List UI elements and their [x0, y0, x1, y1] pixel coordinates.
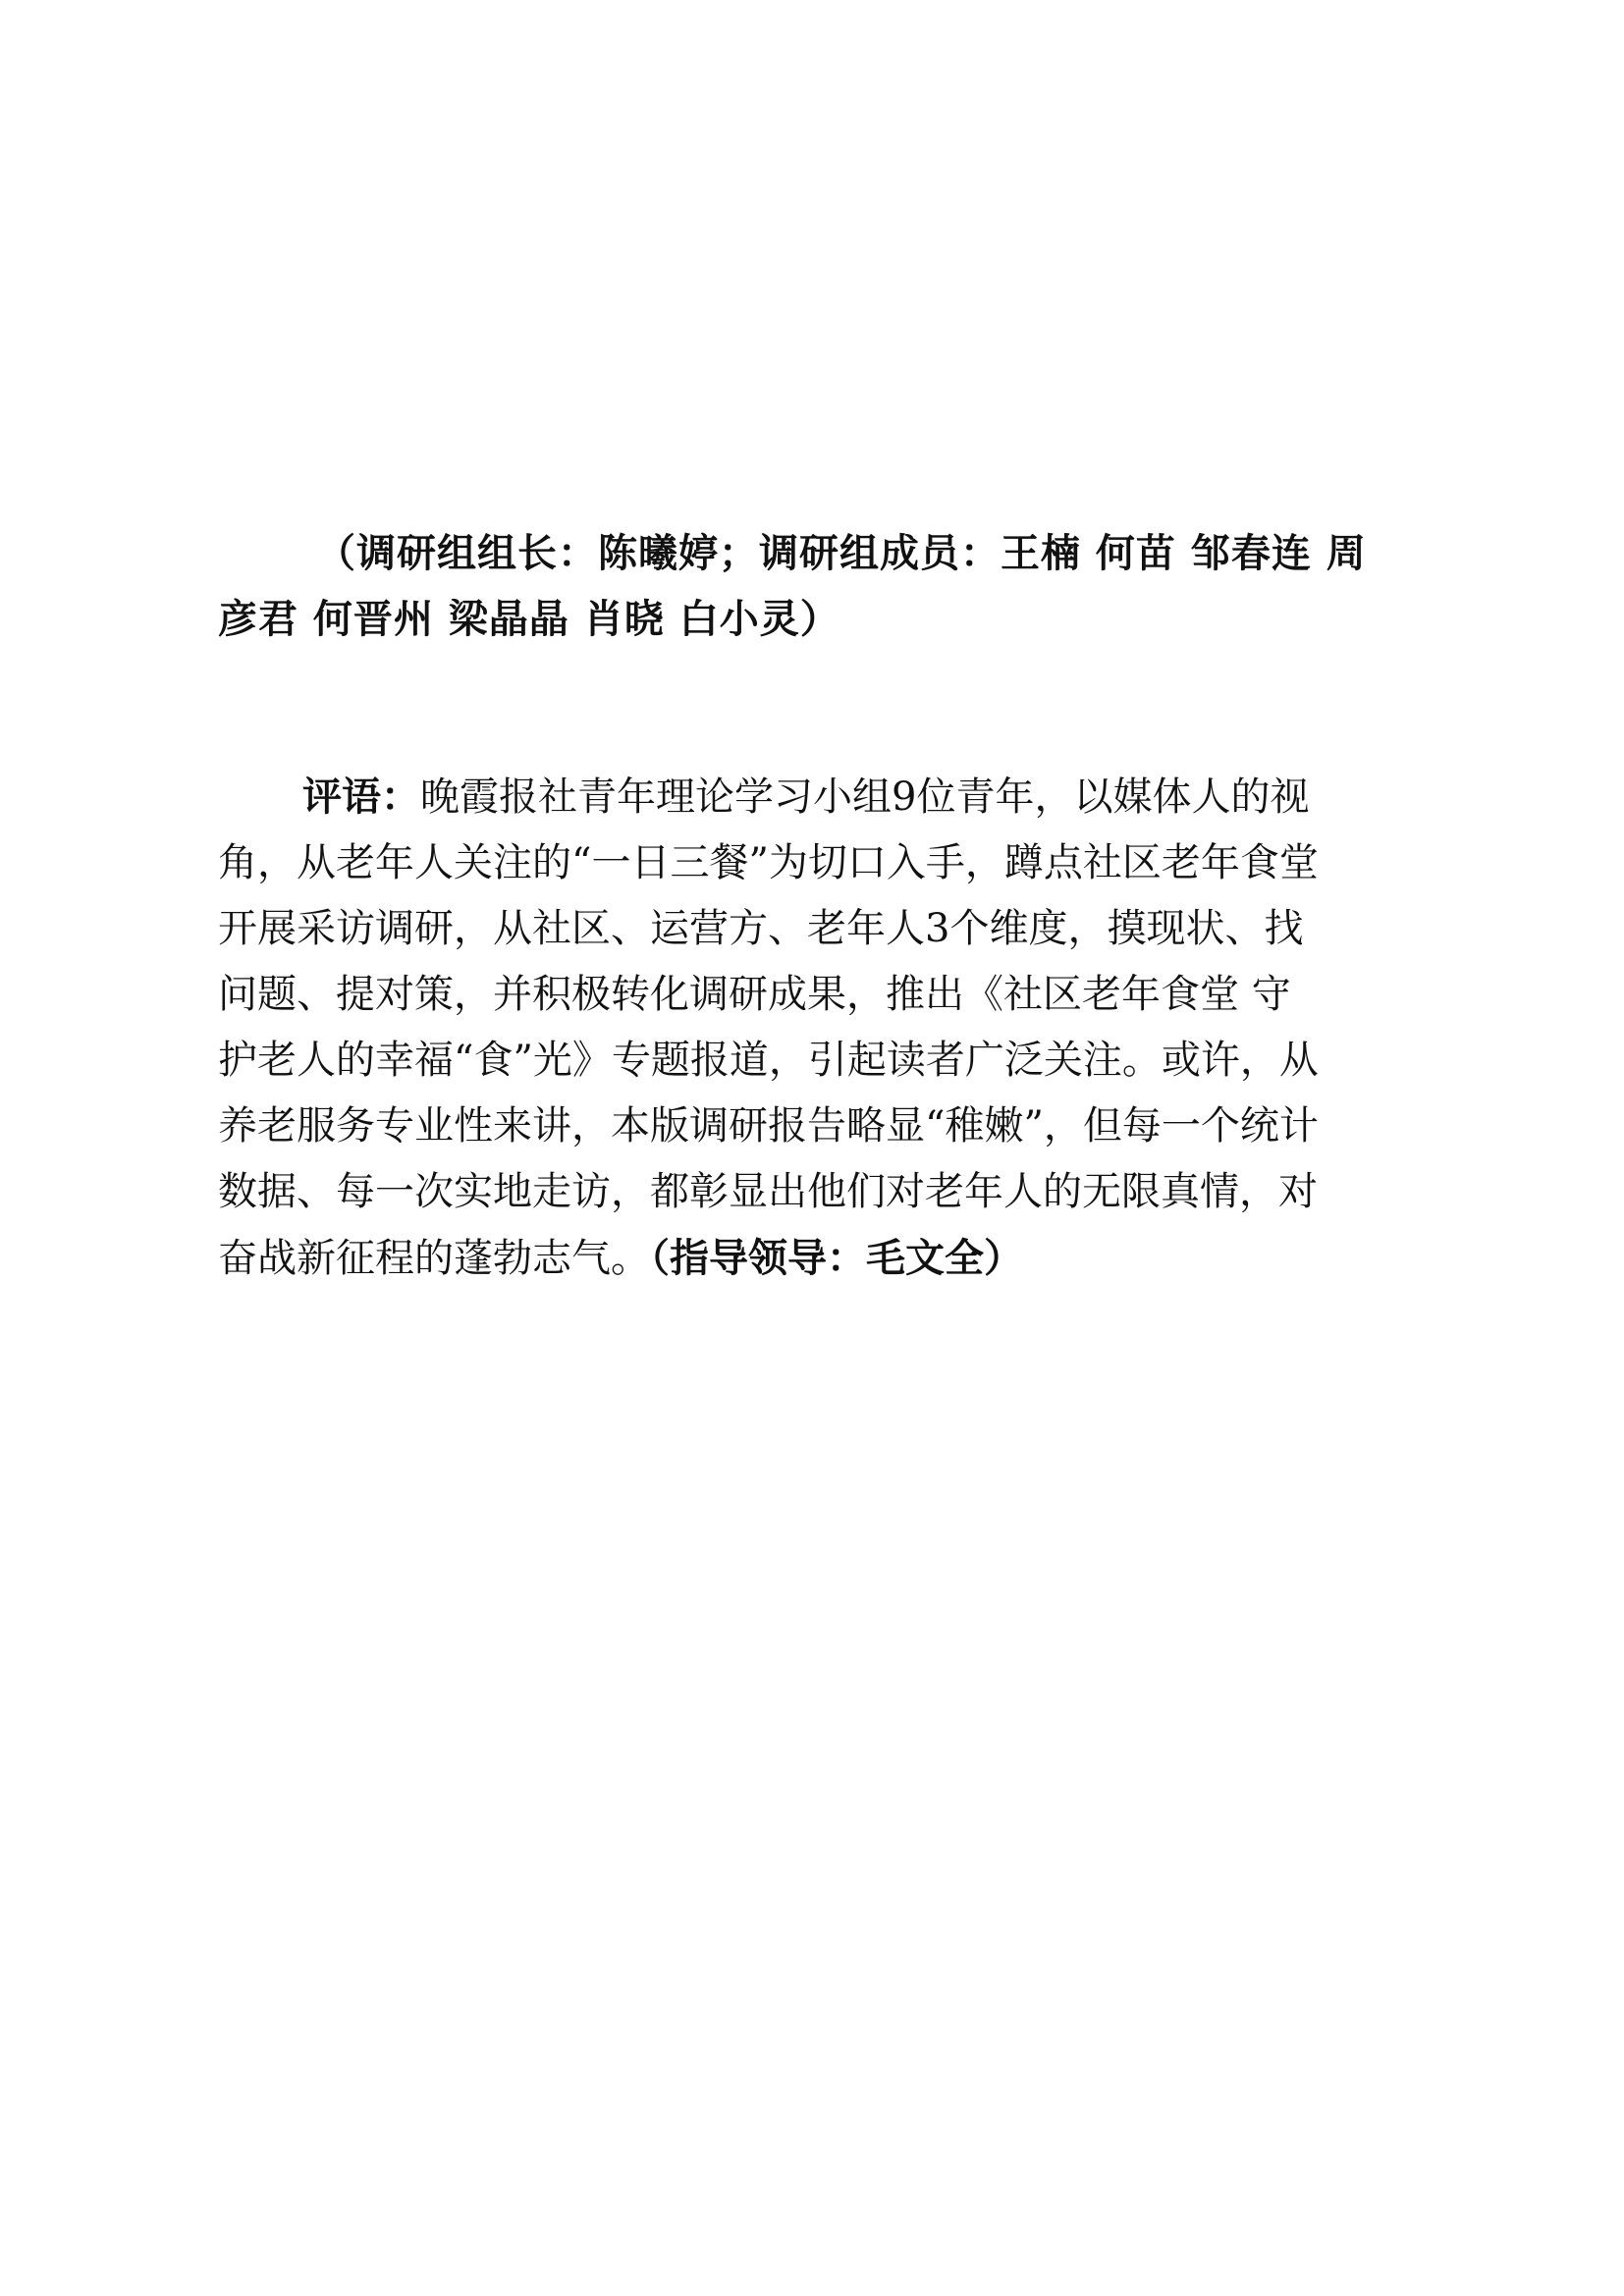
comment-paragraph — [218, 764, 1420, 1292]
members-line-2: 彦君 何晋州 梁晶晶 肖晓 白小灵） — [218, 596, 840, 642]
comment-line-5: 护老人的幸福“食”光》专题报道，引起读者广泛关注。或许，从 — [218, 1038, 1319, 1083]
comment-line-4: 问题、提对策，并积极转化调研成果，推出《社区老年食堂 守 — [218, 972, 1291, 1017]
comment-line-7: 数据、每一次实地走访，都彰显出他们对老年人的无限真情，对 — [218, 1169, 1318, 1214]
research-team-members — [218, 520, 1420, 652]
guide-leader: （指导领导：毛文全） — [650, 1235, 1023, 1281]
comment-line-8 — [218, 1225, 1420, 1292]
comment-line-1-text: 晚霞报社青年理论学习小组9位青年，以媒体人的视 — [420, 774, 1310, 820]
comment-line-6: 养老服务专业性来讲，本版调研报告略显“稚嫩”，但每一个统计 — [218, 1103, 1319, 1148]
comment-line-3: 开展采访调研，从社区、运营方、老年人3个维度，摸现状、找 — [218, 906, 1304, 951]
members-line-1: （调研组组长：陈曦婷；调研组成员：王楠 何苗 邹春连 周 — [316, 530, 1367, 576]
comment-label: 评语： — [302, 774, 420, 820]
comment-line-8-text: 奋战新征程的蓬勃志气。 — [218, 1236, 650, 1281]
comment-line-1 — [218, 764, 1420, 830]
comment-line-2: 角，从老年人关注的“一日三餐”为切口入手，蹲点社区老年食堂 — [218, 840, 1319, 885]
